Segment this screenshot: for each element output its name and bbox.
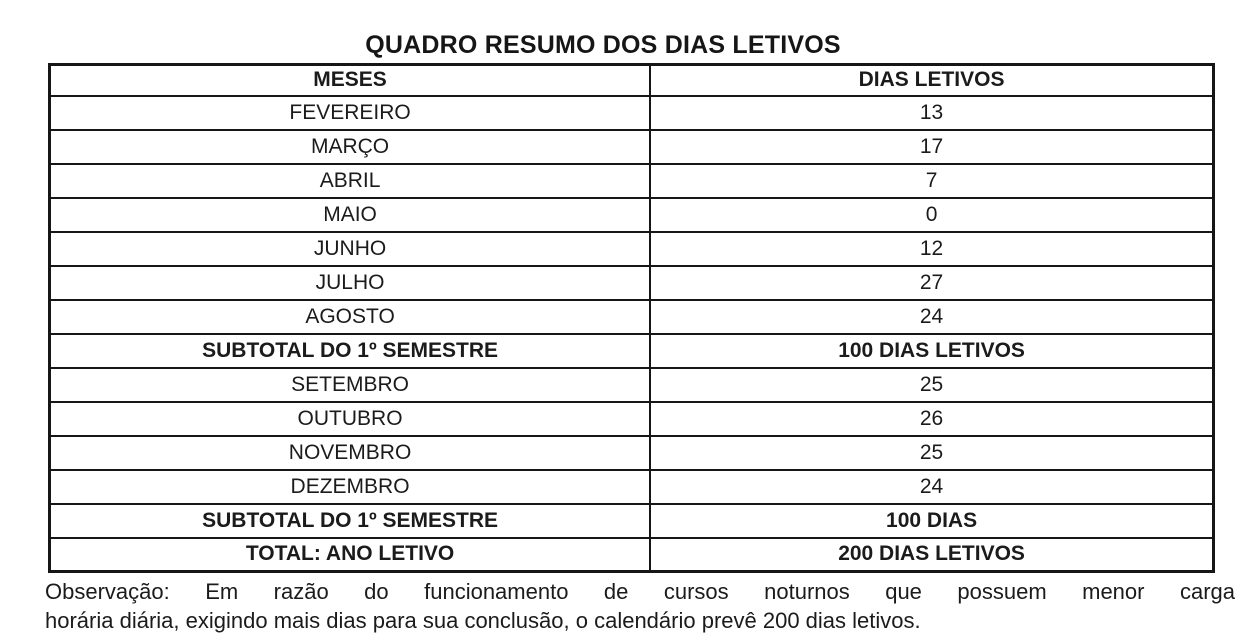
column-header-dias-letivos: DIAS LETIVOS (650, 65, 1213, 96)
days-cell: 13 (650, 96, 1213, 130)
month-cell: JULHO (50, 266, 651, 300)
table-body (50, 96, 1214, 572)
table-row-maio (50, 198, 1214, 232)
observation-line-1: Observação: Em razão do funcionamento de cursos noturnos que possuem menor carga (45, 579, 1235, 604)
month-cell: OUTUBRO (50, 402, 651, 436)
table-row-subtotal-2 (50, 504, 1214, 538)
table-header-row (50, 65, 1214, 96)
table-row-fevereiro (50, 96, 1214, 130)
days-cell: 12 (650, 232, 1213, 266)
month-cell: JUNHO (50, 232, 651, 266)
table-row-subtotal-1 (50, 334, 1214, 368)
page-title: QUADRO RESUMO DOS DIAS LETIVOS (365, 31, 841, 59)
table-row-julho (50, 266, 1214, 300)
table-row-abril (50, 164, 1214, 198)
observation-note (45, 577, 1235, 635)
month-cell: MARÇO (50, 130, 651, 164)
days-cell: 27 (650, 266, 1213, 300)
total-value-cell: 200 DIAS LETIVOS (650, 538, 1213, 572)
month-cell: MAIO (50, 198, 651, 232)
table-row-marco (50, 130, 1214, 164)
table-row-agosto (50, 300, 1214, 334)
month-cell: ABRIL (50, 164, 651, 198)
table-row-setembro (50, 368, 1214, 402)
month-cell: SETEMBRO (50, 368, 651, 402)
table-row-junho (50, 232, 1214, 266)
month-cell: AGOSTO (50, 300, 651, 334)
month-cell: FEVEREIRO (50, 96, 651, 130)
days-cell: 26 (650, 402, 1213, 436)
subtotal-value-cell: 100 DIAS (650, 504, 1213, 538)
observation-line-2: horária diária, exigindo mais dias para sua conclusão, o calendário prevê 200 dias letivos. (45, 608, 921, 633)
table-head (50, 65, 1214, 96)
days-cell: 17 (650, 130, 1213, 164)
table-row-outubro (50, 402, 1214, 436)
days-cell: 0 (650, 198, 1213, 232)
month-cell: DEZEMBRO (50, 470, 651, 504)
subtotal-label-cell: SUBTOTAL DO 1º SEMESTRE (50, 334, 651, 368)
days-cell: 24 (650, 300, 1213, 334)
total-label-cell: TOTAL: ANO LETIVO (50, 538, 651, 572)
table-row-total (50, 538, 1214, 572)
days-cell: 25 (650, 368, 1213, 402)
subtotal-label-cell: SUBTOTAL DO 1º SEMESTRE (50, 504, 651, 538)
month-cell: NOVEMBRO (50, 436, 651, 470)
column-header-meses: MESES (50, 65, 651, 96)
subtotal-value-cell: 100 DIAS LETIVOS (650, 334, 1213, 368)
school-days-summary-table (48, 63, 1215, 573)
table-row-novembro (50, 436, 1214, 470)
days-cell: 7 (650, 164, 1213, 198)
table-row-dezembro (50, 470, 1214, 504)
days-cell: 25 (650, 436, 1213, 470)
days-cell: 24 (650, 470, 1213, 504)
